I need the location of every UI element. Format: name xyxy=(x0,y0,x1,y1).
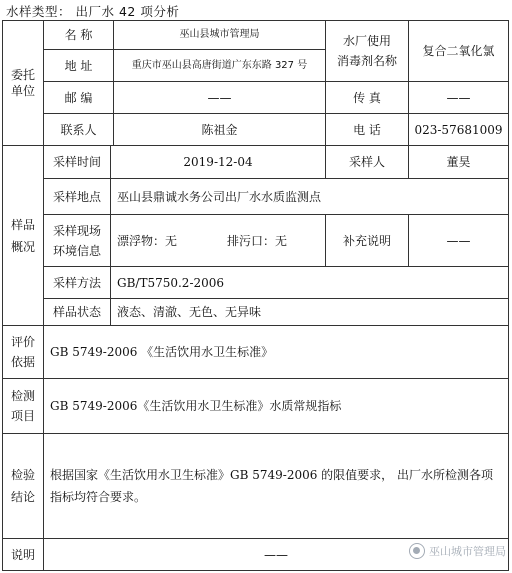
name-value: 巫山县城市管理局 xyxy=(179,29,260,40)
disinfectant-value: 复合二氧化氯 xyxy=(422,44,495,58)
test-items-value: GB 5749-2006《生活饮用水卫生标准》水质常规指标 xyxy=(50,399,342,413)
sample-state-value: 液态、清澈、无色、无异味 xyxy=(117,305,262,319)
sampler-label: 采样人 xyxy=(348,155,385,169)
address-value: 重庆市巫山县高唐街道广东东路 327 号 xyxy=(131,59,308,71)
conclusion-label: 检验 结论 xyxy=(10,468,35,504)
phone-value: 023-57681009 xyxy=(414,122,503,137)
supplement-label: 补充说明 xyxy=(342,233,391,248)
postcode-label: 邮 编 xyxy=(64,90,93,105)
evaluation-basis-label: 评价 依据 xyxy=(10,335,35,369)
address-label: 地 址 xyxy=(64,58,93,73)
disinfectant-label: 水厂使用 消毒剂名称 xyxy=(336,34,397,68)
watermark xyxy=(409,543,506,559)
contact-label: 联系人 xyxy=(60,122,97,137)
sampling-location-value: 巫山县鼎诚水务公司出厂水水质监测点 xyxy=(117,189,322,204)
sample-section-label: 样品 概况 xyxy=(10,217,35,254)
client-section-label: 委托 单位 xyxy=(10,68,35,98)
watermark-text: 巫山城市管理局 xyxy=(429,545,506,558)
conclusion-value: 根据国家《生活饮用水卫生标准》GB 5749-2006 的限值要求， 出厂水所检测各项指标均符合要求。 xyxy=(50,468,493,504)
fax-value: —— xyxy=(446,90,471,105)
contact-value: 陈祖金 xyxy=(201,122,238,137)
note-label: 说明 xyxy=(10,547,35,562)
sample-state-label: 样品状态 xyxy=(52,305,101,319)
note-value: —— xyxy=(264,547,288,562)
environment-info-label: 采样现场 环境信息 xyxy=(52,223,101,258)
sampling-method-value: GB/T5750.2-2006 xyxy=(117,275,225,290)
outfall-value: 排污口：无 xyxy=(227,233,288,248)
fax-label: 传 真 xyxy=(353,90,381,105)
sampling-location-label: 采样地点 xyxy=(52,189,101,204)
wechat-logo-icon xyxy=(409,543,425,559)
sample-type-header: 水样类型： 出厂水 42 项分析 xyxy=(6,4,180,19)
test-items-label: 检测 项目 xyxy=(10,389,35,423)
sampling-method-label: 采样方法 xyxy=(52,275,101,290)
sampler-value: 董昊 xyxy=(446,155,471,169)
floating-matter-value: 漂浮物：无 xyxy=(117,233,178,248)
evaluation-basis-value: GB 5749-2006 《生活饮用水卫生标准》 xyxy=(50,345,274,359)
name-label: 名 称 xyxy=(64,28,93,42)
supplement-value: —— xyxy=(446,233,471,248)
sampling-time-label: 采样时间 xyxy=(52,155,101,169)
phone-label: 电 话 xyxy=(353,122,381,137)
postcode-value: —— xyxy=(207,90,232,105)
sampling-time-value: 2019-12-04 xyxy=(183,155,253,169)
